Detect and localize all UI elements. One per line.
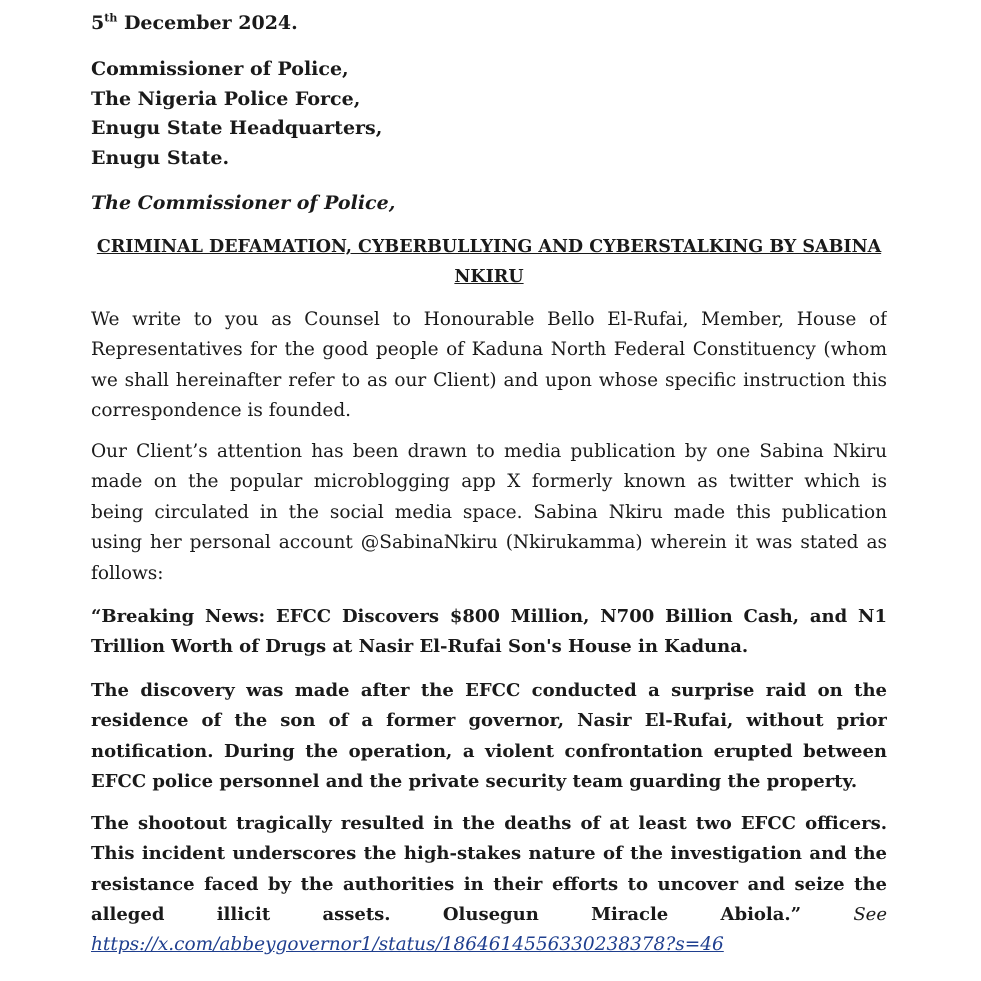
paragraph-line: follows: <box>91 562 164 584</box>
quote-word: Miracle <box>591 904 669 926</box>
paragraph-line: we shall hereinafter refer to as our Client) and upon whose specific instruction this <box>91 369 887 391</box>
date-suffix: th <box>104 11 118 25</box>
quote-word: assets. <box>322 904 391 926</box>
quote-line: This incident underscores the high-stakes nature of the investigation and the <box>91 843 887 865</box>
paragraph-line: Our Client’s attention has been drawn to media publication by one Sabina Nkiru <box>91 441 887 462</box>
address-line: Enugu State. <box>91 146 230 169</box>
quote-line: EFCC police personnel and the private security team guarding the property. <box>91 771 858 793</box>
recipient-address <box>91 55 382 173</box>
quote-line: The shootout tragically resulted in the deaths of at least two EFCC officers. <box>91 813 887 834</box>
heading-line: NKIRU <box>454 267 524 287</box>
heading-line: CRIMINAL DEFAMATION, CYBERBULLYING AND CYBERSTALKING BY SABINA <box>96 237 882 257</box>
paragraph-counsel <box>91 305 887 427</box>
quote-line: residence of the son of a former governor, Nasir El-Rufai, without prior <box>91 710 887 732</box>
paragraph-line: Representatives for the good people of Kaduna North Federal Constituency (whom <box>91 339 887 361</box>
source-link[interactable]: https://x.com/abbeygovernor1/status/1864614556330238378?s=46 <box>91 934 724 955</box>
quote-line: Trillion Worth of Drugs at Nasir El-Rufai Son's House in Kaduna. <box>91 636 749 658</box>
date-rest: December 2024. <box>117 12 298 34</box>
quote-word: illicit <box>216 904 271 926</box>
paragraph-line: correspondence is founded. <box>91 400 352 422</box>
letter-date <box>91 8 298 38</box>
address-line: Enugu State Headquarters, <box>91 117 383 139</box>
paragraph-line: using her personal account @SabinaNkiru (Nkirukamma) wherein it was stated as <box>91 532 887 554</box>
quote-line: The discovery was made after the EFCC conducted a surprise raid on the <box>91 680 887 701</box>
quote-word: alleged <box>91 904 165 926</box>
quote-shootout <box>91 809 887 931</box>
paragraph-line: made on the popular microblogging app X formerly known as twitter which is <box>91 471 887 493</box>
quote-discovery <box>91 676 887 798</box>
quote-word: Abiola.” <box>720 904 802 926</box>
paragraph-line: being circulated in the social media space. Sabina Nkiru made this publication <box>91 501 887 523</box>
quote-breaking-news <box>91 602 887 663</box>
see-label: See <box>853 904 887 926</box>
paragraph-line: We write to you as Counsel to Honourable Bello El-Rufai, Member, House of <box>91 309 887 330</box>
quote-line: resistance faced by the authorities in their efforts to uncover and seize the <box>91 873 887 895</box>
quote-last-line <box>91 900 887 930</box>
address-line: Commissioner of Police, <box>91 58 349 80</box>
quote-line: notification. During the operation, a violent confrontation erupted between <box>91 740 887 762</box>
salutation: The Commissioner of Police, <box>91 192 396 214</box>
letter-heading <box>91 232 887 292</box>
quote-line: “Breaking News: EFCC Discovers $800 Million, N700 Billion Cash, and N1 <box>91 606 887 627</box>
paragraph-publication <box>91 437 887 589</box>
address-line: The Nigeria Police Force, <box>91 87 361 110</box>
quote-word: Olusegun <box>442 904 539 926</box>
date-day: 5 <box>91 12 105 34</box>
